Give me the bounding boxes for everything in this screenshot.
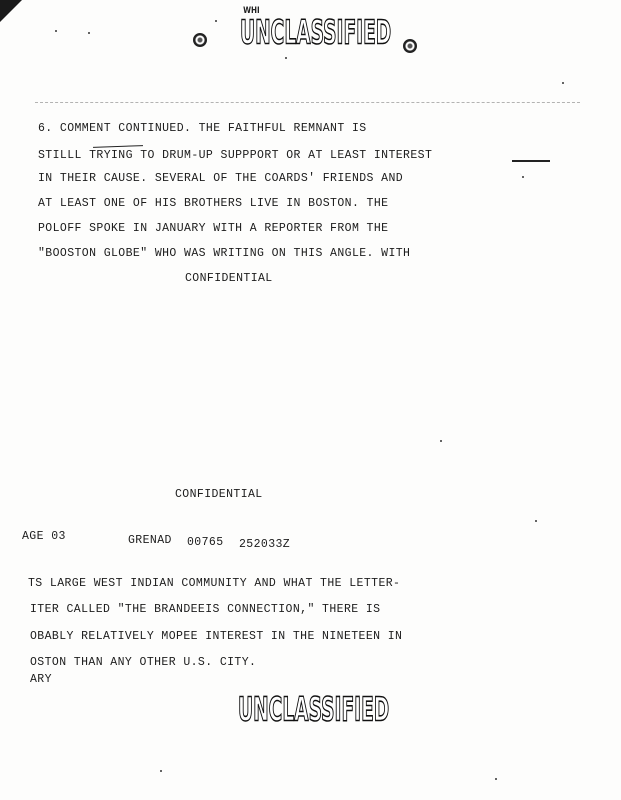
corner-mark [0,0,22,22]
handwritten-mark [93,145,143,148]
scan-speck [160,770,162,772]
seal-icon [193,33,207,47]
continuation-line: OSTON THAN ANY OTHER U.S. CITY. [30,656,257,669]
continuation-line: ARY [30,673,52,686]
scan-divider [35,102,580,103]
seal-icon [403,39,417,53]
page-number: AGE 03 [22,530,66,543]
scan-speck [522,176,524,178]
body-line: IN THEIR CAUSE. SEVERAL OF THE COARDS' FRIENDS AND [38,172,404,185]
scan-speck [215,20,217,22]
scan-speck [495,778,497,780]
scan-speck [562,82,564,84]
scan-speck [55,30,57,32]
stamp-top-mark: WHI [243,6,260,16]
scan-speck [285,57,287,59]
continuation-line: OBABLY RELATIVELY MOPEE INTEREST IN THE NINETEEN IN [30,630,403,643]
body-line: STILLL TRYING TO DRUM-UP SUPPPORT OR AT LEAST INTEREST [38,149,433,162]
continuation-line: TS LARGE WEST INDIAN COMMUNITY AND WHAT THE LETTER- [28,577,401,590]
date-time-group: 252033Z [239,538,291,551]
scan-speck [535,520,537,522]
station-code: GRENAD [128,534,172,547]
body-line: 6. COMMENT CONTINUED. THE FAITHFUL REMNANT IS [38,122,367,135]
body-line: POLOFF SPOKE IN JANUARY WITH A REPORTER FROM THE [38,222,389,235]
scan-speck [88,32,90,34]
continuation-line: ITER CALLED "THE BRANDEEIS CONNECTION," THERE IS [30,603,381,616]
scan-speck [440,440,442,442]
unclassified-stamp-top: UNCLASSIFIED [240,14,392,53]
margin-mark [512,160,550,162]
classification-label: CONFIDENTIAL [185,272,273,285]
body-line: AT LEAST ONE OF HIS BROTHERS LIVE IN BOSTON. THE [38,197,389,210]
unclassified-stamp-bottom: UNCLASSIFIED [238,691,390,730]
body-line: "BOOSTON GLOBE" WHO WAS WRITING ON THIS ANGLE. WITH [38,247,411,260]
classification-label: CONFIDENTIAL [175,488,263,501]
message-number: 00765 [187,536,224,549]
